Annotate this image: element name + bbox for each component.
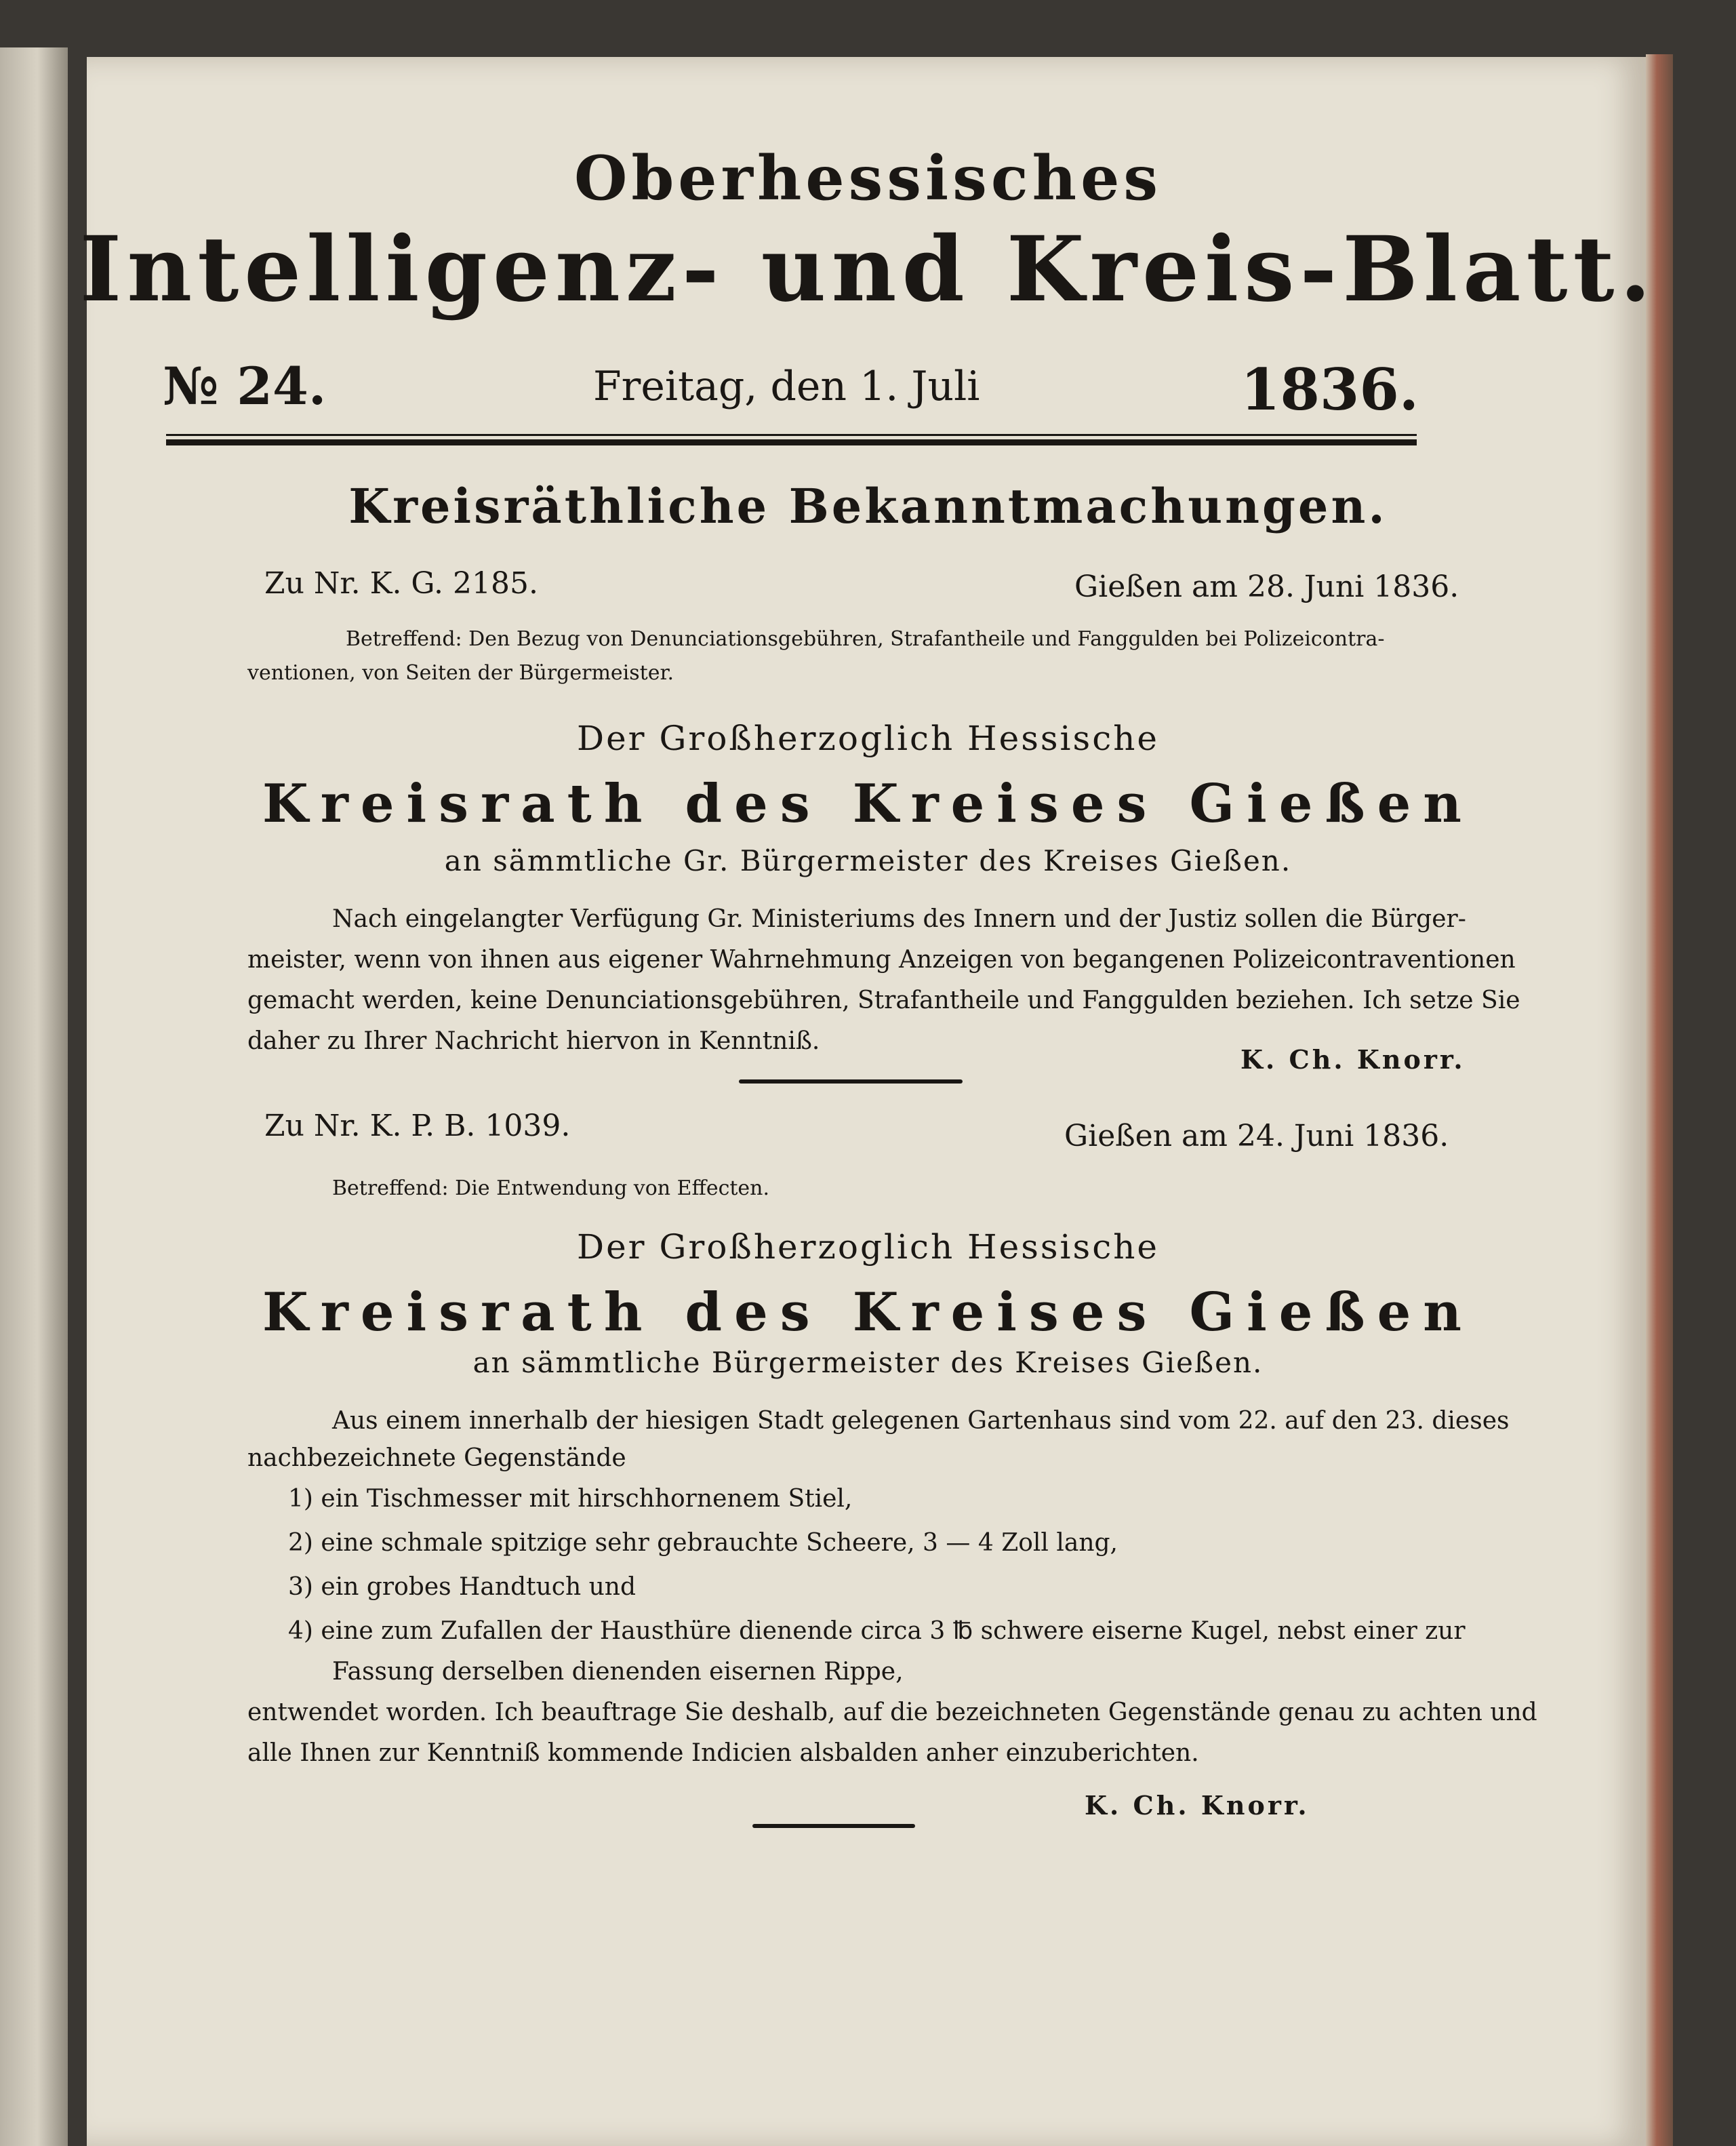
notice1-body-line: Nach eingelangter Verfügung Gr. Ministeriums des Innern und der Justiz sollen die Bürger-: [332, 905, 1466, 933]
notice1-subject-line1: Betreffend: Den Bezug von Denunciationsgebühren, Strafantheile und Fanggulden bei Polizeicontra-: [346, 627, 1385, 651]
notice1-body-line: daher zu Ihrer Nachricht hiervon in Kenntniß.: [247, 1027, 820, 1055]
issue-number: № 24.: [163, 356, 327, 416]
masthead-title: Intelligenz- und Kreis-Blatt.: [79, 217, 1657, 322]
masthead-line1: Oberhessisches: [573, 142, 1163, 214]
notice2-addressee: an sämmtliche Bürgermeister des Kreises Gießen.: [472, 1346, 1264, 1379]
notice2-place-date: Gießen am 24. Juni 1836.: [1064, 1119, 1449, 1153]
notice2-item: 2) eine schmale spitzige sehr gebrauchte Scheere, 3 — 4 Zoll lang,: [288, 1529, 1118, 1557]
issue-year: 1836.: [1240, 356, 1419, 423]
masthead-rule-bottom: [166, 439, 1417, 445]
notice1-place-date: Gießen am 28. Juni 1836.: [1074, 570, 1459, 604]
notice1-subject-line2: ventionen, von Seiten der Bürgermeister.: [247, 661, 674, 685]
notice2-intro-line: Aus einem innerhalb der hiesigen Stadt gelegenen Gartenhaus sind vom 22. auf den 23. dieses: [332, 1407, 1510, 1435]
notice2-authority: Der Großherzoglich Hessische: [577, 1227, 1159, 1267]
masthead-rule-top: [166, 434, 1417, 436]
notice2-closing-line: alle Ihnen zur Kenntniß kommende Indicien alsbalden anher einzuberichten.: [247, 1739, 1199, 1767]
notice1-reference: Zu Nr. K. G. 2185.: [264, 566, 538, 601]
notice2-item: 3) ein grobes Handtuch und: [288, 1573, 636, 1601]
notice2-item: 4) eine zum Zufallen der Hausthüre dienende circa 3 ℔ schwere eiserne Kugel, nebst einer zur: [288, 1617, 1466, 1645]
book-fore-edge: [1646, 54, 1673, 2146]
notice1-ornament-rule: [739, 1079, 963, 1084]
notice2-ornament-rule: [752, 1824, 915, 1828]
notice2-item: 1) ein Tischmesser mit hirschhornenem Stiel,: [288, 1485, 853, 1513]
notice1-body-line: meister, wenn von ihnen aus eigener Wahrnehmung Anzeigen von begangenen Polizeicontraventionen: [247, 946, 1516, 974]
notice2-item: Fassung derselben dienenden eisernen Rippe,: [332, 1658, 904, 1686]
notice2-subject: Betreffend: Die Entwendung von Effecten.: [332, 1176, 770, 1200]
notice1-kreisrath: Kreisrath des Kreises Gießen: [262, 773, 1474, 835]
notice2-signature: K. Ch. Knorr.: [1085, 1790, 1310, 1821]
notice2-kreisrath: Kreisrath des Kreises Gießen: [262, 1281, 1474, 1343]
notice2-intro-line: nachbezeichnete Gegenstände: [247, 1444, 626, 1472]
section-title: Kreisräthliche Bekanntmachungen.: [348, 478, 1388, 534]
left-page-edge: [0, 47, 68, 2146]
notice2-closing-line: entwendet worden. Ich beauftrage Sie deshalb, auf die bezeichneten Gegenstände genau zu achten und: [247, 1698, 1537, 1726]
notice1-signature: K. Ch. Knorr.: [1240, 1044, 1466, 1075]
notice1-body-line: gemacht werden, keine Denunciationsgebühren, Strafantheile und Fanggulden beziehen. Ich setze Sie: [247, 987, 1520, 1014]
issue-date: Freitag, den 1. Juli: [593, 363, 980, 410]
notice1-authority: Der Großherzoglich Hessische: [577, 719, 1159, 758]
notice2-reference: Zu Nr. K. P. B. 1039.: [264, 1109, 571, 1143]
notice1-addressee: an sämmtliche Gr. Bürgermeister des Kreises Gießen.: [444, 844, 1292, 877]
